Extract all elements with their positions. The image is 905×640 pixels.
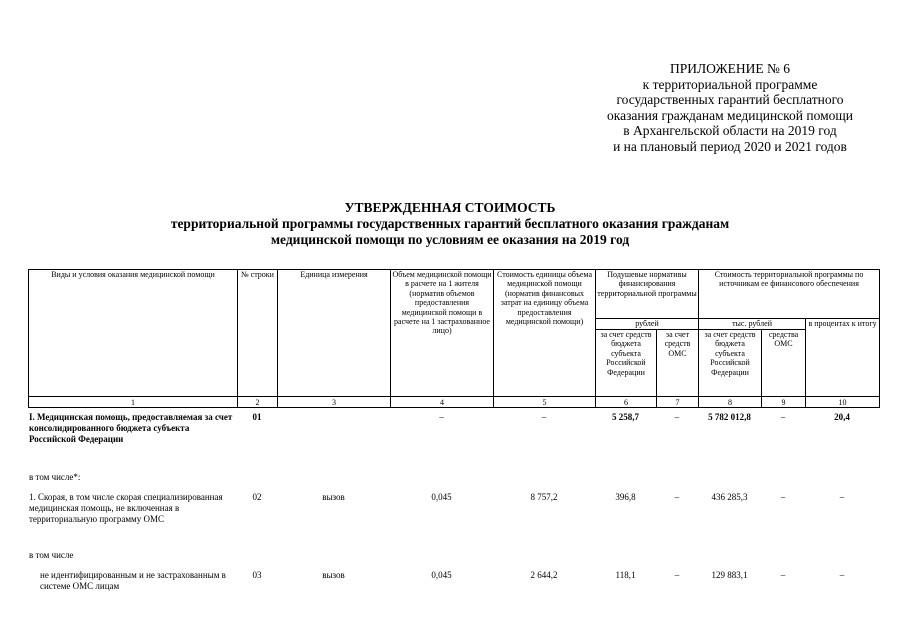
row-norm-budget: 118,1 bbox=[615, 570, 636, 580]
header-norm-oms: за счет средств ОМС bbox=[657, 330, 699, 397]
row-unit-cost: 2 644,2 bbox=[530, 570, 558, 580]
column-number: 4 bbox=[391, 397, 494, 408]
row-percent: – bbox=[839, 570, 845, 580]
row-percent: 20,4 bbox=[834, 412, 850, 422]
column-number: 6 bbox=[596, 397, 657, 408]
row-unit: вызов bbox=[322, 492, 345, 502]
appendix-line: в Архангельской области на 2019 год bbox=[623, 123, 837, 139]
column-number: 10 bbox=[806, 397, 880, 408]
header-program-cost: Стоимость территориальной программы по источникам ее финансового обеспечения bbox=[699, 270, 880, 319]
table-row bbox=[28, 472, 879, 492]
row-norm-budget: 5 258,7 bbox=[612, 412, 639, 422]
row-subheading: в том числе bbox=[29, 550, 74, 560]
row-total-budget: 129 883,1 bbox=[711, 570, 748, 580]
row-number: 03 bbox=[252, 570, 262, 580]
header-volume: Объем медицинской помощи в расчете на 1 жителя (норматив объемов предоставления медицинской помощи в расчете на 1 застрахованное лицо) bbox=[391, 270, 494, 397]
row-total-budget: 436 285,3 bbox=[711, 492, 748, 502]
column-number: 7 bbox=[657, 397, 699, 408]
header-kind-of-care: Виды и условия оказания медицинской помощи bbox=[29, 270, 238, 397]
header-per-capita-norms: Подушевые нормативы финансирования территориальной программы bbox=[596, 270, 699, 319]
document-title bbox=[100, 200, 800, 248]
header-unit-cost: Стоимость единицы объема медицинской помощи (норматив финансовых затрат на единицу объема предоставления медицинской помощи) bbox=[494, 270, 596, 397]
appendix-block bbox=[560, 61, 900, 155]
column-number: 2 bbox=[238, 397, 278, 408]
title-line-1: УТВЕРЖДЕННАЯ СТОИМОСТЬ bbox=[344, 200, 556, 215]
title-line-2: территориальной программы государственных гарантий бесплатного оказания гражданам bbox=[170, 216, 730, 231]
cost-table-header bbox=[28, 269, 880, 408]
row-name: 1. Скорая, в том числе скорая специализированная медицинская помощь, не включенная в территориальную программу ОМС bbox=[29, 492, 223, 524]
row-norm-oms: – bbox=[674, 492, 680, 502]
row-number: 02 bbox=[252, 492, 262, 502]
row-total-oms: – bbox=[780, 492, 786, 502]
header-total-budget: за счет средств бюджета субъекта Российской Федерации bbox=[699, 330, 762, 397]
row-unit-cost: 8 757,2 bbox=[530, 492, 558, 502]
header-norm-budget: за счет средств бюджета субъекта Российской Федерации bbox=[596, 330, 657, 397]
title-line-3: медицинской помощи по условиям ее оказания на 2019 год bbox=[270, 232, 630, 247]
appendix-line: государственных гарантий бесплатного bbox=[616, 92, 844, 108]
appendix-line: к территориальной программе bbox=[642, 76, 818, 92]
row-volume: 0,045 bbox=[431, 570, 452, 580]
row-total-budget: 5 782 012,8 bbox=[708, 412, 751, 422]
row-total-oms: – bbox=[780, 412, 786, 422]
row-norm-oms: – bbox=[674, 412, 680, 422]
row-name: I. Медицинская помощь, предоставляемая за счет консолидированного бюджета субъекта Российской Федерации bbox=[29, 412, 233, 444]
header-percent: в процентах к итогу bbox=[806, 319, 880, 397]
table-row bbox=[28, 570, 879, 600]
row-name: не идентифицированным и не застрахованным в системе ОМС лицам bbox=[40, 570, 226, 591]
column-number: 3 bbox=[278, 397, 391, 408]
header-total-oms: средства ОМС bbox=[762, 330, 806, 397]
header-rubles: рублей bbox=[596, 319, 699, 330]
row-volume: – bbox=[439, 412, 444, 422]
appendix-line: оказания гражданам медицинской помощи bbox=[606, 107, 854, 123]
row-subheading: в том числе*: bbox=[29, 472, 81, 482]
header-unit: Единица измерения bbox=[278, 270, 391, 397]
row-unit: вызов bbox=[322, 570, 345, 580]
row-total-oms: – bbox=[780, 570, 786, 580]
column-number: 9 bbox=[762, 397, 806, 408]
column-number: 5 bbox=[494, 397, 596, 408]
row-norm-budget: 396,8 bbox=[615, 492, 636, 502]
row-percent: – bbox=[839, 492, 845, 502]
appendix-line: и на плановый период 2020 и 2021 годов bbox=[613, 138, 847, 154]
column-number: 1 bbox=[29, 397, 238, 408]
row-norm-oms: – bbox=[674, 570, 680, 580]
table-row bbox=[28, 492, 879, 550]
appendix-line: ПРИЛОЖЕНИЕ № 6 bbox=[669, 61, 791, 76]
row-unit bbox=[277, 412, 390, 472]
row-number: 01 bbox=[252, 412, 262, 422]
row-volume: 0,045 bbox=[431, 492, 452, 502]
row-unit-cost: – bbox=[541, 412, 547, 422]
header-thousand-rubles: тыс. рублей bbox=[699, 319, 806, 330]
header-row-number: № строки bbox=[238, 270, 278, 397]
column-number: 8 bbox=[699, 397, 762, 408]
table-row bbox=[28, 550, 879, 570]
cost-table-body bbox=[28, 412, 879, 600]
table-row bbox=[28, 412, 879, 472]
